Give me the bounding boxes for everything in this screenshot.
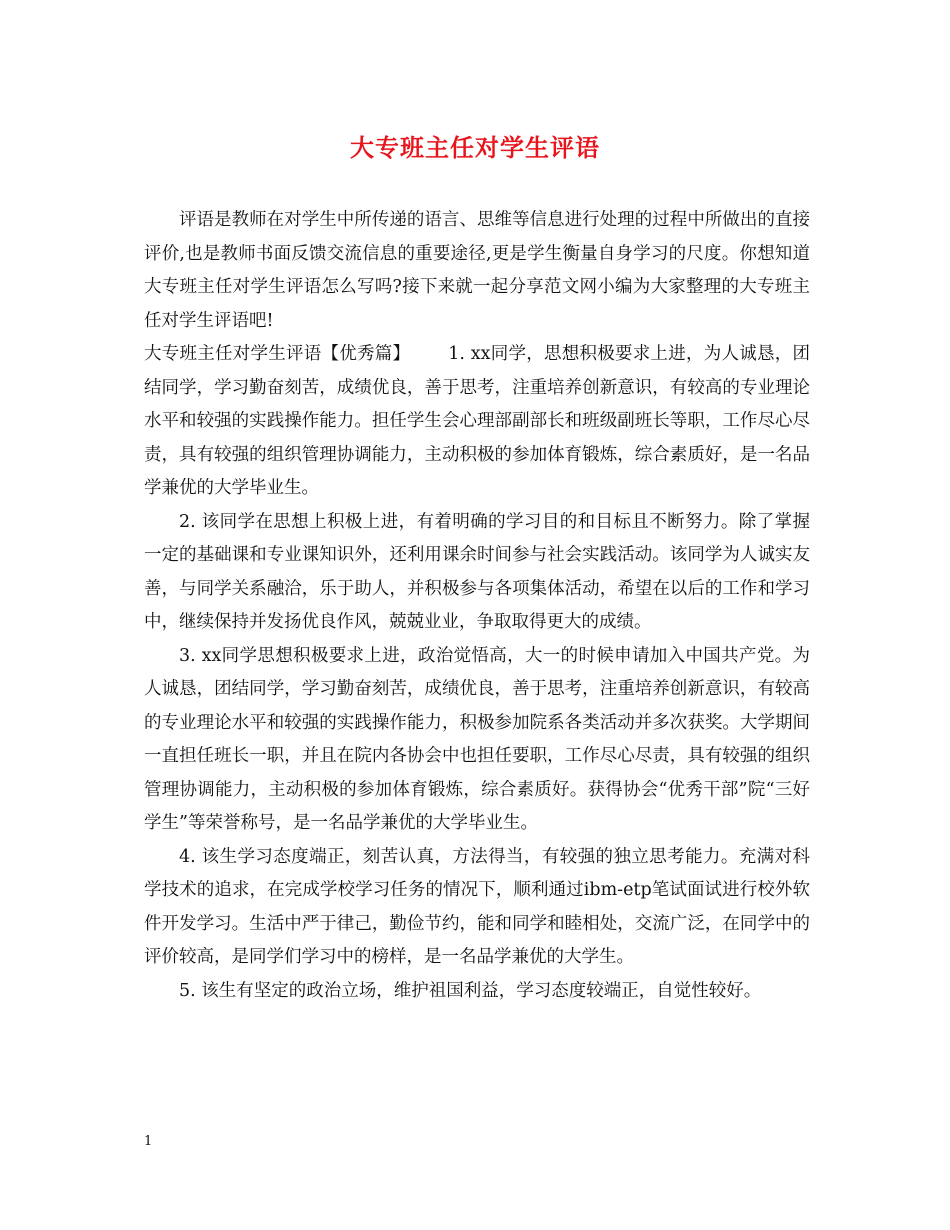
comment-item-3: 3. xx同学思想积极要求上进，政治觉悟高，大一的时候申请加入中国共产党。为人诚恳，团结同学，学习勤奋刻苦，成绩优良，善于思考，注重培养创新意识，有较高的专业理论水平和较强的实践操作能力，积极参加院系各类活动并多次获奖。大学期间一直担任班长一职，并且在院内各协会中也担任要职，工作尽心尽责，具有较强的组织管理协调能力，主动积极的参加体育锻炼，综合素质好。获得协会“优秀干部”院“三好学生”等荣誉称号，是一名品学兼优的大学毕业生。 xyxy=(144,645,810,833)
section-paragraph xyxy=(144,338,810,506)
section-heading: 大专班主任对学生评语【优秀篇】 xyxy=(144,344,411,364)
page-number: 1 xyxy=(144,1134,153,1149)
comment-item-5: 5. 该生有坚定的政治立场，维护祖国利益，学习态度较端正，自觉性较好。 xyxy=(179,980,762,1001)
intro-paragraph: 评语是教师在对学生中所传递的语言、思维等信息进行处理的过程中所做出的直接评价,也是教师书面反馈交流信息的重要途径,更是学生衡量自身学习的尺度。你想知道大专班主任对学生评语怎么写吗?接下来就一起分享范文网小编为大家整理的大专班主任对学生评语吧! xyxy=(144,210,810,331)
document-body xyxy=(144,204,810,1008)
page-title: 大专班主任对学生评语 xyxy=(350,133,600,162)
comment-item-4: 4. 该生学习态度端正，刻苦认真，方法得当，有较强的独立思考能力。充满对科学技术的追求，在完成学校学习任务的情况下，顺利通过ibm-etp笔试面试进行校外软件开发学习。生活中严于律己，勤俭节约，能和同学和睦相处，交流广泛，在同学中的评价较高，是同学们学习中的榜样，是一名品学兼优的大学生。 xyxy=(144,846,810,967)
comment-item-2: 2. 该同学在思想上积极上进，有着明确的学习目的和目标且不断努力。除了掌握一定的基础课和专业课知识外，还利用课余时间参与社会实践活动。该同学为人诚实友善，与同学关系融洽，乐于助人，并积极参与各项集体活动，希望在以后的工作和学习中，继续保持并发扬优良作风，兢兢业业，争取取得更大的成绩。 xyxy=(144,511,810,632)
comment-item-1: 1. xx同学，思想积极要求上进，为人诚恳，团结同学，学习勤奋刻苦，成绩优良，善于思考，注重培养创新意识，有较高的专业理论水平和较强的实践操作能力。担任学生会心理部副部长和班级副班长等职，工作尽心尽责，具有较强的组织管理协调能力，主动积极的参加体育锻炼，综合素质好，是一名品学兼优的大学毕业生。 xyxy=(144,344,810,498)
